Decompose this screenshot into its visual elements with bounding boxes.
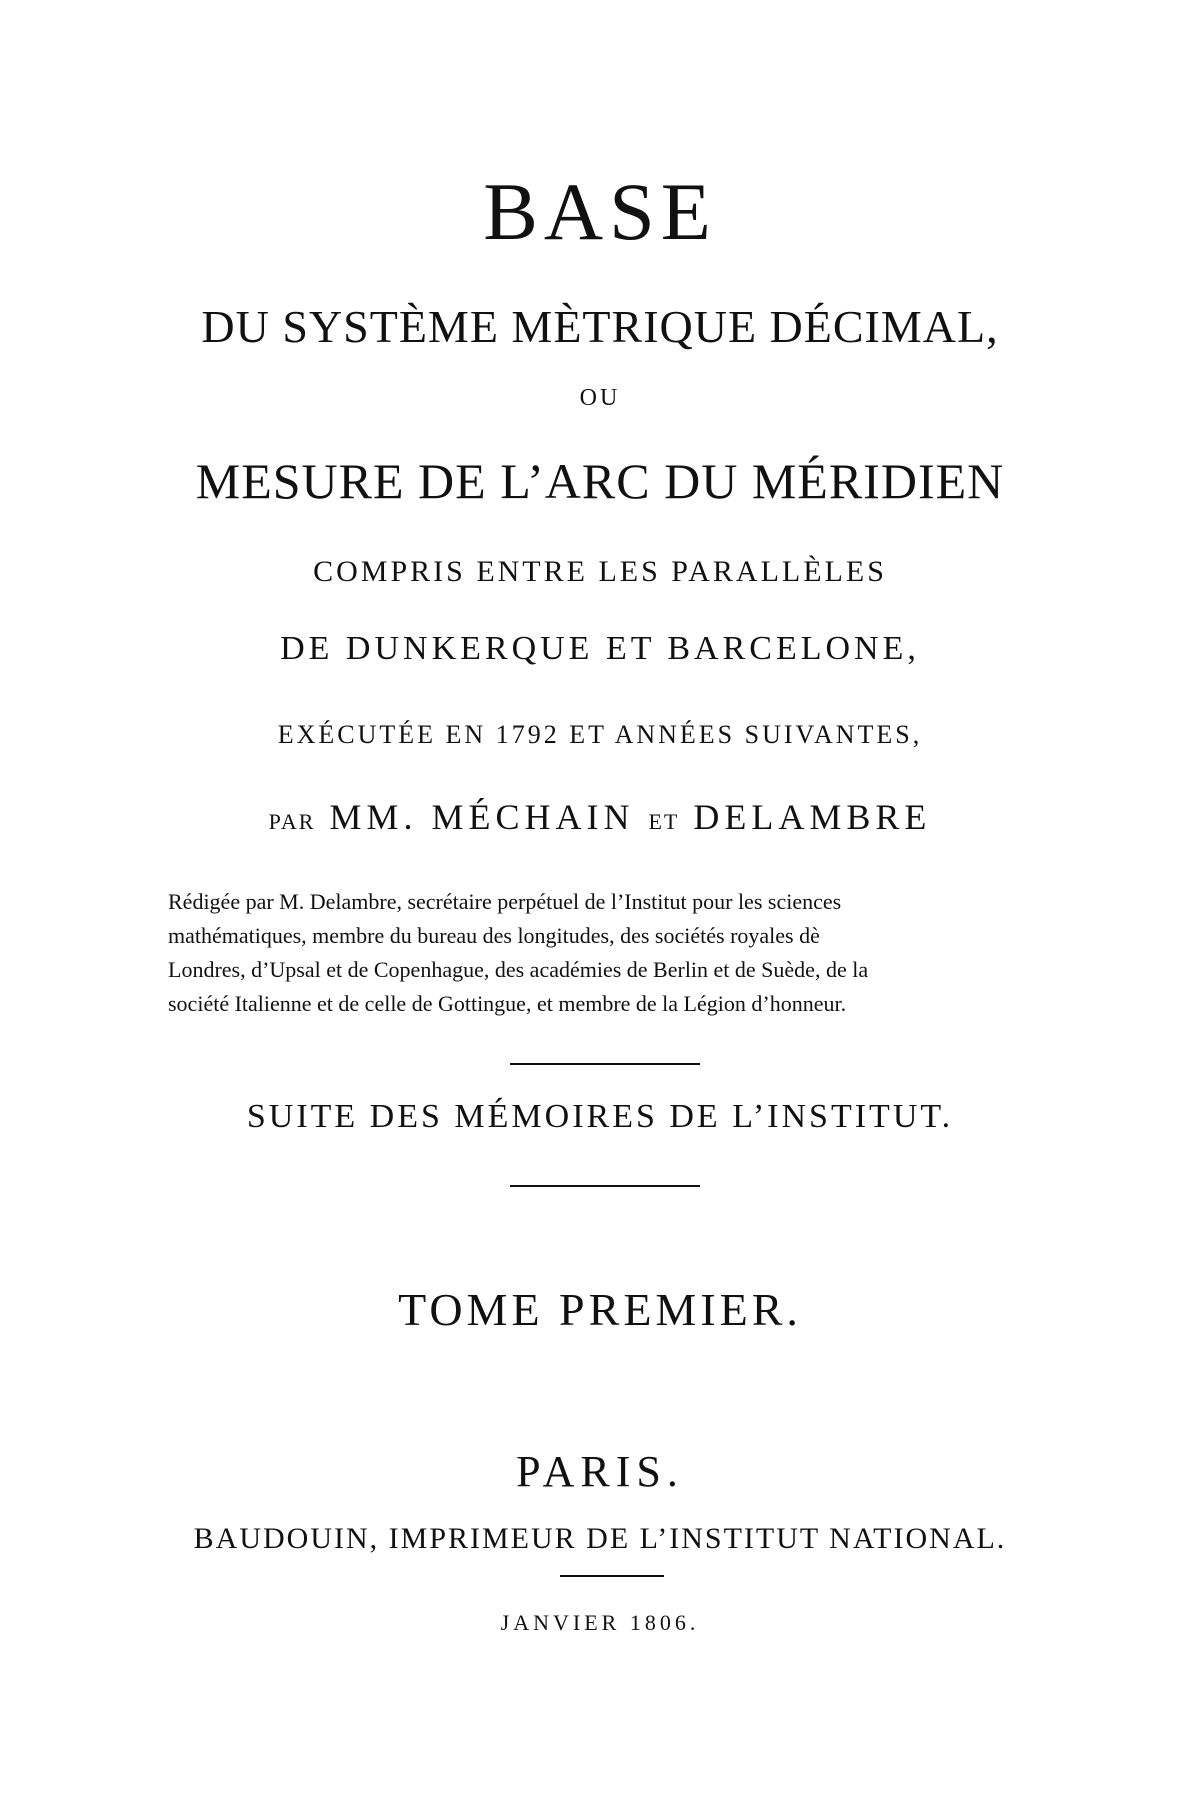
editor-biography [168,885,1078,1021]
printer-imprint: BAUDOUIN, IMPRIMEUR DE L’INSTITUT NATIONAL. [0,1522,1200,1556]
subtitle-line-2: MESURE DE L’ARC DU MÉRIDIEN [0,452,1200,510]
divider-rule [560,1575,664,1577]
series-title: SUITE DES MÉMOIRES DE L’INSTITUT. [0,1098,1200,1136]
authors-mm: MM. [329,797,417,837]
bio-line: mathématiques, membre du bureau des longitudes, des sociétés royales dè [168,919,1078,953]
publication-city: PARIS. [0,1446,1200,1497]
volume-label: TOME PREMIER. [0,1283,1200,1336]
author-mechain: MÉCHAIN [431,797,634,837]
divider-rule [510,1063,700,1065]
subtitle-line-5: EXÉCUTÉE EN 1792 ET ANNÉES SUIVANTES, [0,720,1200,750]
book-title: BASE [0,165,1200,259]
authors-et: ET [648,809,679,834]
authors-par: PAR [269,809,316,834]
subtitle-conjunction: OU [0,385,1200,412]
subtitle-line-4: DE DUNKERQUE ET BARCELONE, [0,630,1200,668]
title-page [0,0,1200,1816]
publication-date: JANVIER 1806. [0,1610,1200,1636]
bio-line: Londres, d’Upsal et de Copenhague, des académies de Berlin et de Suède, de la [168,953,1078,987]
authors-line [0,796,1200,838]
author-delambre: DELAMBRE [693,797,931,837]
subtitle-line-3: COMPRIS ENTRE LES PARALLÈLES [0,555,1200,589]
subtitle-line-1: DU SYSTÈME MÈTRIQUE DÉCIMAL, [0,300,1200,353]
bio-line: Rédigée par M. Delambre, secrétaire perpétuel de l’Institut pour les sciences [168,885,1078,919]
divider-rule [510,1185,700,1187]
bio-line: société Italienne et de celle de Gottingue, et membre de la Légion d’honneur. [168,987,1078,1021]
